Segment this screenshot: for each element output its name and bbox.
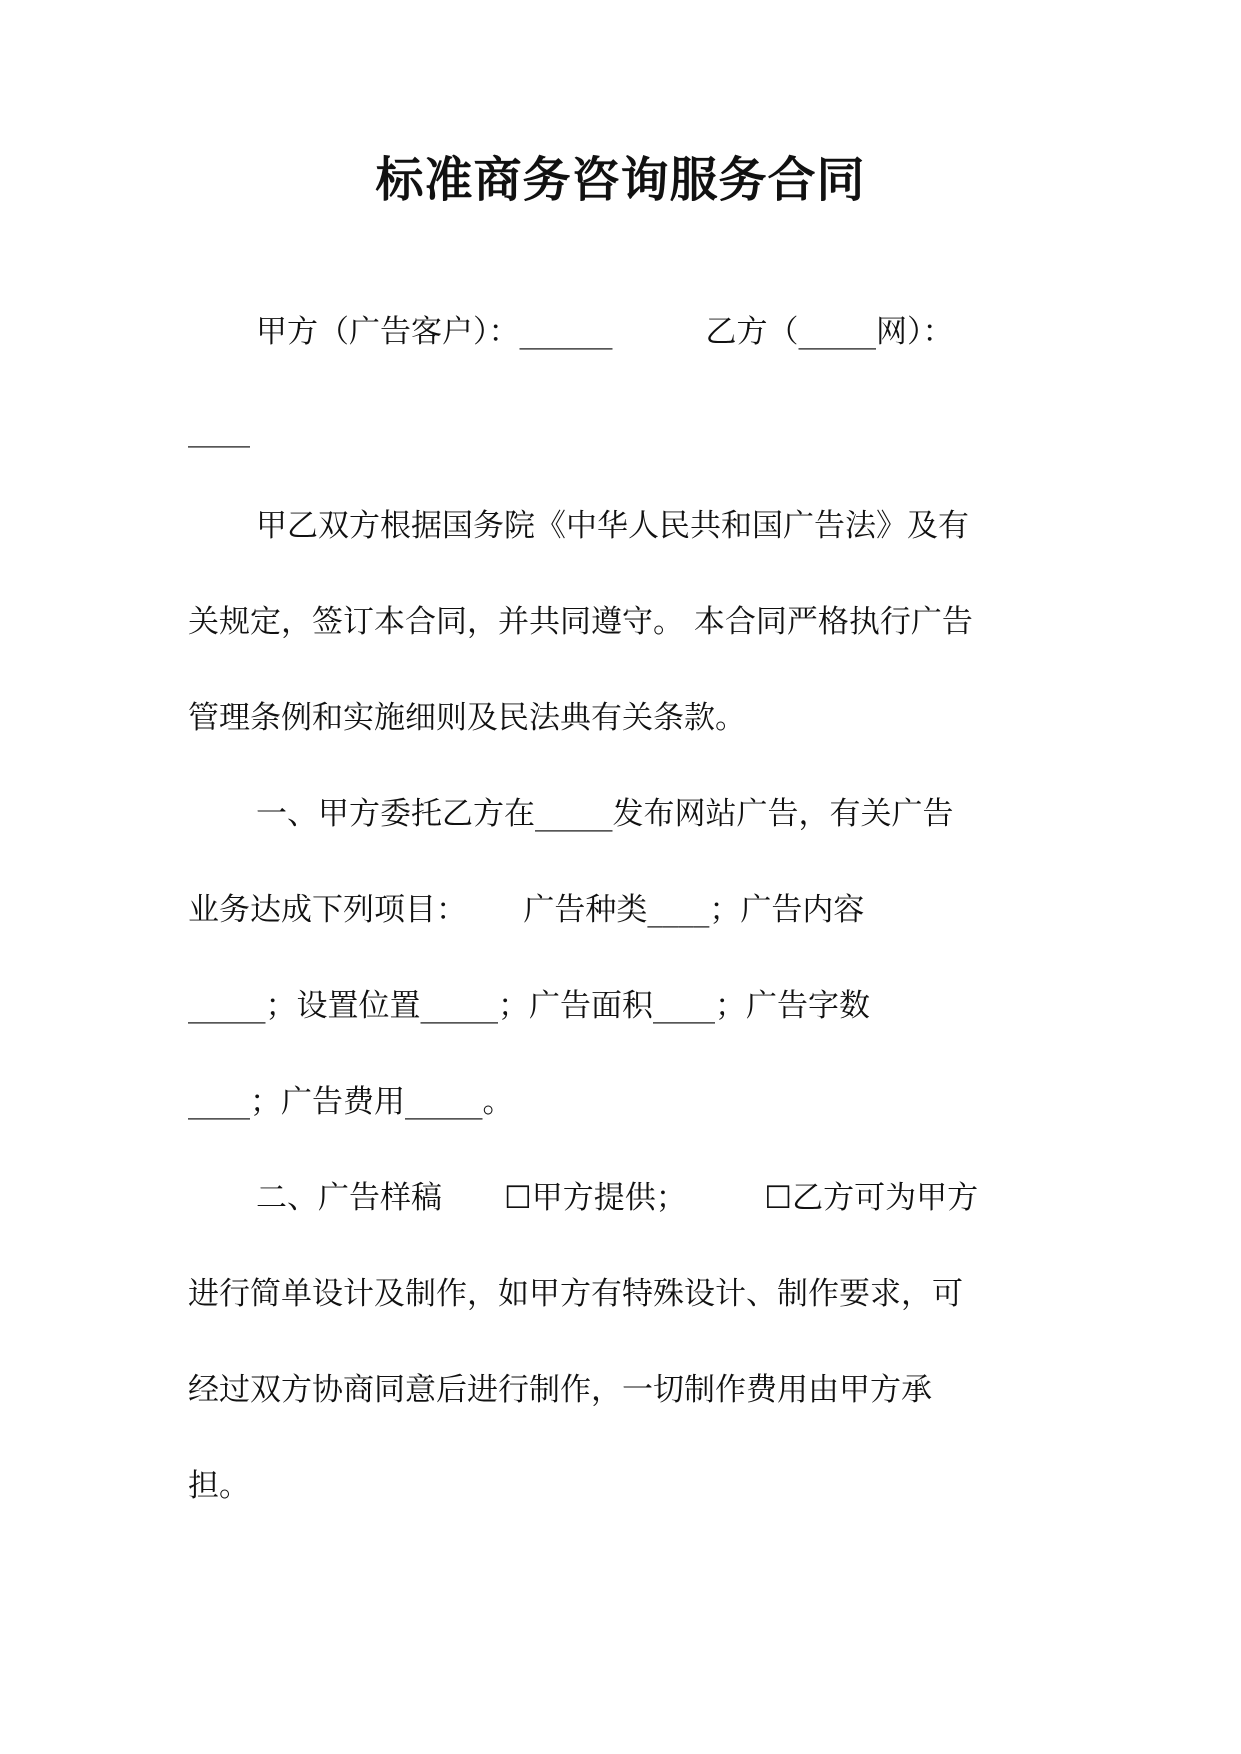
clause-2-line-4: 担。 <box>188 1468 250 1504</box>
preamble-line-2: 关规定，签订本合同，并共同遵守。 本合同严格执行广告 <box>188 604 973 640</box>
party-line-continued: ____ <box>188 412 250 448</box>
clause-2-line-2: 进行简单设计及制作，如甲方有特殊设计、制作要求，可 <box>188 1276 963 1312</box>
document-title: 标准商务咨询服务合同 <box>375 152 866 208</box>
clause-1-line-4: ____；广告费用_____。 <box>188 1084 514 1120</box>
clause-2-line-3: 经过双方协商同意后进行制作，一切制作费用由甲方承 <box>188 1372 932 1408</box>
preamble-line-1: 甲乙双方根据国务院《中华人民共和国广告法》及有 <box>256 508 969 544</box>
clause-1-line-2: 业务达成下列项目： 广告种类____；广告内容 <box>188 892 865 928</box>
clause-1-line-1: 一、甲方委托乙方在_____发布网站广告，有关广告 <box>256 796 954 832</box>
clause-1-line-3: _____；设置位置_____；广告面积____；广告字数 <box>188 988 870 1024</box>
preamble-line-3: 管理条例和实施细则及民法典有关条款。 <box>188 700 746 736</box>
party-line: 甲方（广告客户）：______ 乙方（_____网）： <box>256 314 954 350</box>
clause-2-line-1: 二、广告样稿 ☐甲方提供； ☐乙方可为甲方 <box>256 1180 979 1216</box>
